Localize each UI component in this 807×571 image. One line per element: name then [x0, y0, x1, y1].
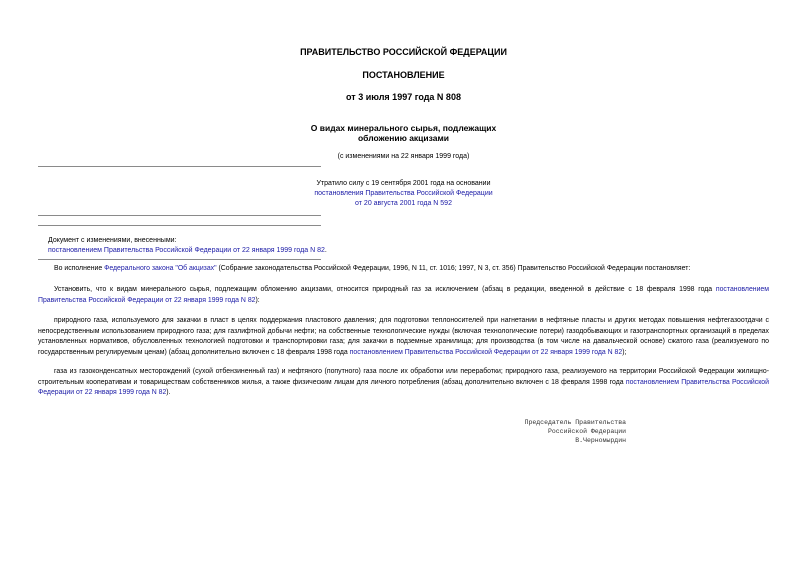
paragraph-condensate-gas — [38, 367, 769, 399]
document-type: ПОСТАНОВЛЕНИЕ — [362, 70, 445, 80]
signature-country: Российской Федерации — [547, 428, 626, 435]
document-title-line2: обложению акцизами — [357, 133, 449, 143]
p3-end: ); — [622, 348, 627, 356]
divider — [38, 259, 321, 260]
signature-position: Председатель Правительства — [524, 419, 626, 426]
p2-end: ): — [255, 296, 260, 304]
divider — [38, 225, 321, 226]
divider — [38, 166, 321, 167]
signature-block — [480, 418, 626, 445]
amendments-label: Документ с изменениями, внесенными: — [48, 237, 177, 244]
p4-decree-link[interactable]: постановлением Правительства Российской Федерации от 22 января 1999 года N 82 — [38, 378, 769, 396]
p3-decree-link[interactable]: постановлением Правительства Российской Федерации от 22 января 1999 года N 82 — [349, 348, 623, 356]
p4-text: газа из газоконденсатных месторождений (сухой отбензиненный газ) и нефтяного (попутного) газа после их обработки или переработки; природного газа, реализуемого на территории Российской Федерации жилищно-строительным кооперативам и товариществам собственников жилья, а также физическим лицам для личного потребления (абзац дополнительно включен с 18 февраля 1998 года — [38, 368, 769, 386]
changes-note: (с изменениями на 22 января 1999 года) — [337, 153, 470, 160]
p2-text: Установить, что к видам минерального сырья, подлежащим обложению акцизами, относится природный газ за исключением (абзац в редакции, введенной в действие с 18 февраля 1998 года — [54, 286, 716, 293]
amendments-line — [48, 246, 327, 256]
divider — [38, 215, 321, 216]
p1-after: (Собрание законодательства Российской Федерации, 1996, N 11, ст. 1016; 1997, N 3, ст. 356) Правительство Российской Федерации постановляет: — [216, 265, 691, 272]
paragraph-establish — [38, 285, 769, 306]
p4-end: ). — [166, 389, 171, 396]
document-date-number: от 3 июля 1997 года N 808 — [346, 92, 461, 102]
lost-force-link-line2[interactable]: от 20 августа 2001 года N 592 — [355, 200, 452, 207]
p1-before: Во исполнение — [54, 265, 105, 272]
amendments-link-suffix: . — [324, 247, 327, 254]
amendments-note — [48, 236, 327, 256]
government-heading: ПРАВИТЕЛЬСТВО РОССИЙСКОЙ ФЕДЕРАЦИИ — [300, 47, 507, 57]
amendments-link[interactable]: постановлением Правительства Российской Федерации от 22 января 1999 года N 82 — [48, 247, 325, 254]
document-title-line1: О видах минерального сырья, подлежащих — [310, 123, 497, 133]
p2-decree-link[interactable]: постановлением Правительства Российской Федерации от 22 января 1999 года N 82 — [38, 286, 769, 304]
lost-force-link-line1[interactable]: постановления Правительства Российской Федерации — [314, 190, 493, 197]
lost-force-text: Утратило силу с 19 сентября 2001 года на основании — [316, 180, 491, 187]
signature-name: В.Черномырдин — [575, 437, 626, 444]
paragraph-preamble — [38, 264, 769, 275]
federal-law-link[interactable]: Федерального закона "Об акцизах" — [104, 265, 217, 272]
paragraph-natural-gas — [38, 316, 769, 358]
p3-text: природного газа, используемого для закачки в пласт в целях поддержания пластового давления; для подготовки теплоносителей при нагнетании в нефтяные пласты и других методах повышения нефтегазоотдачи с непосредственным использованием природного газа; для газлифтной добычи нефти; на собственные технологические нужды (включая технологические потери) газодобывающих и газотранспортных организаций в пределах установленных нормативов, обусловленных технологией подготовки и транспортировки газа; для закачки в подземные хранилища; для производства (в том числе на давальческой основе) сжатого газа (реализуемого по государственным регулируемым ценам) (абзац дополнительно включен с 18 февраля 1998 года — [38, 317, 769, 356]
